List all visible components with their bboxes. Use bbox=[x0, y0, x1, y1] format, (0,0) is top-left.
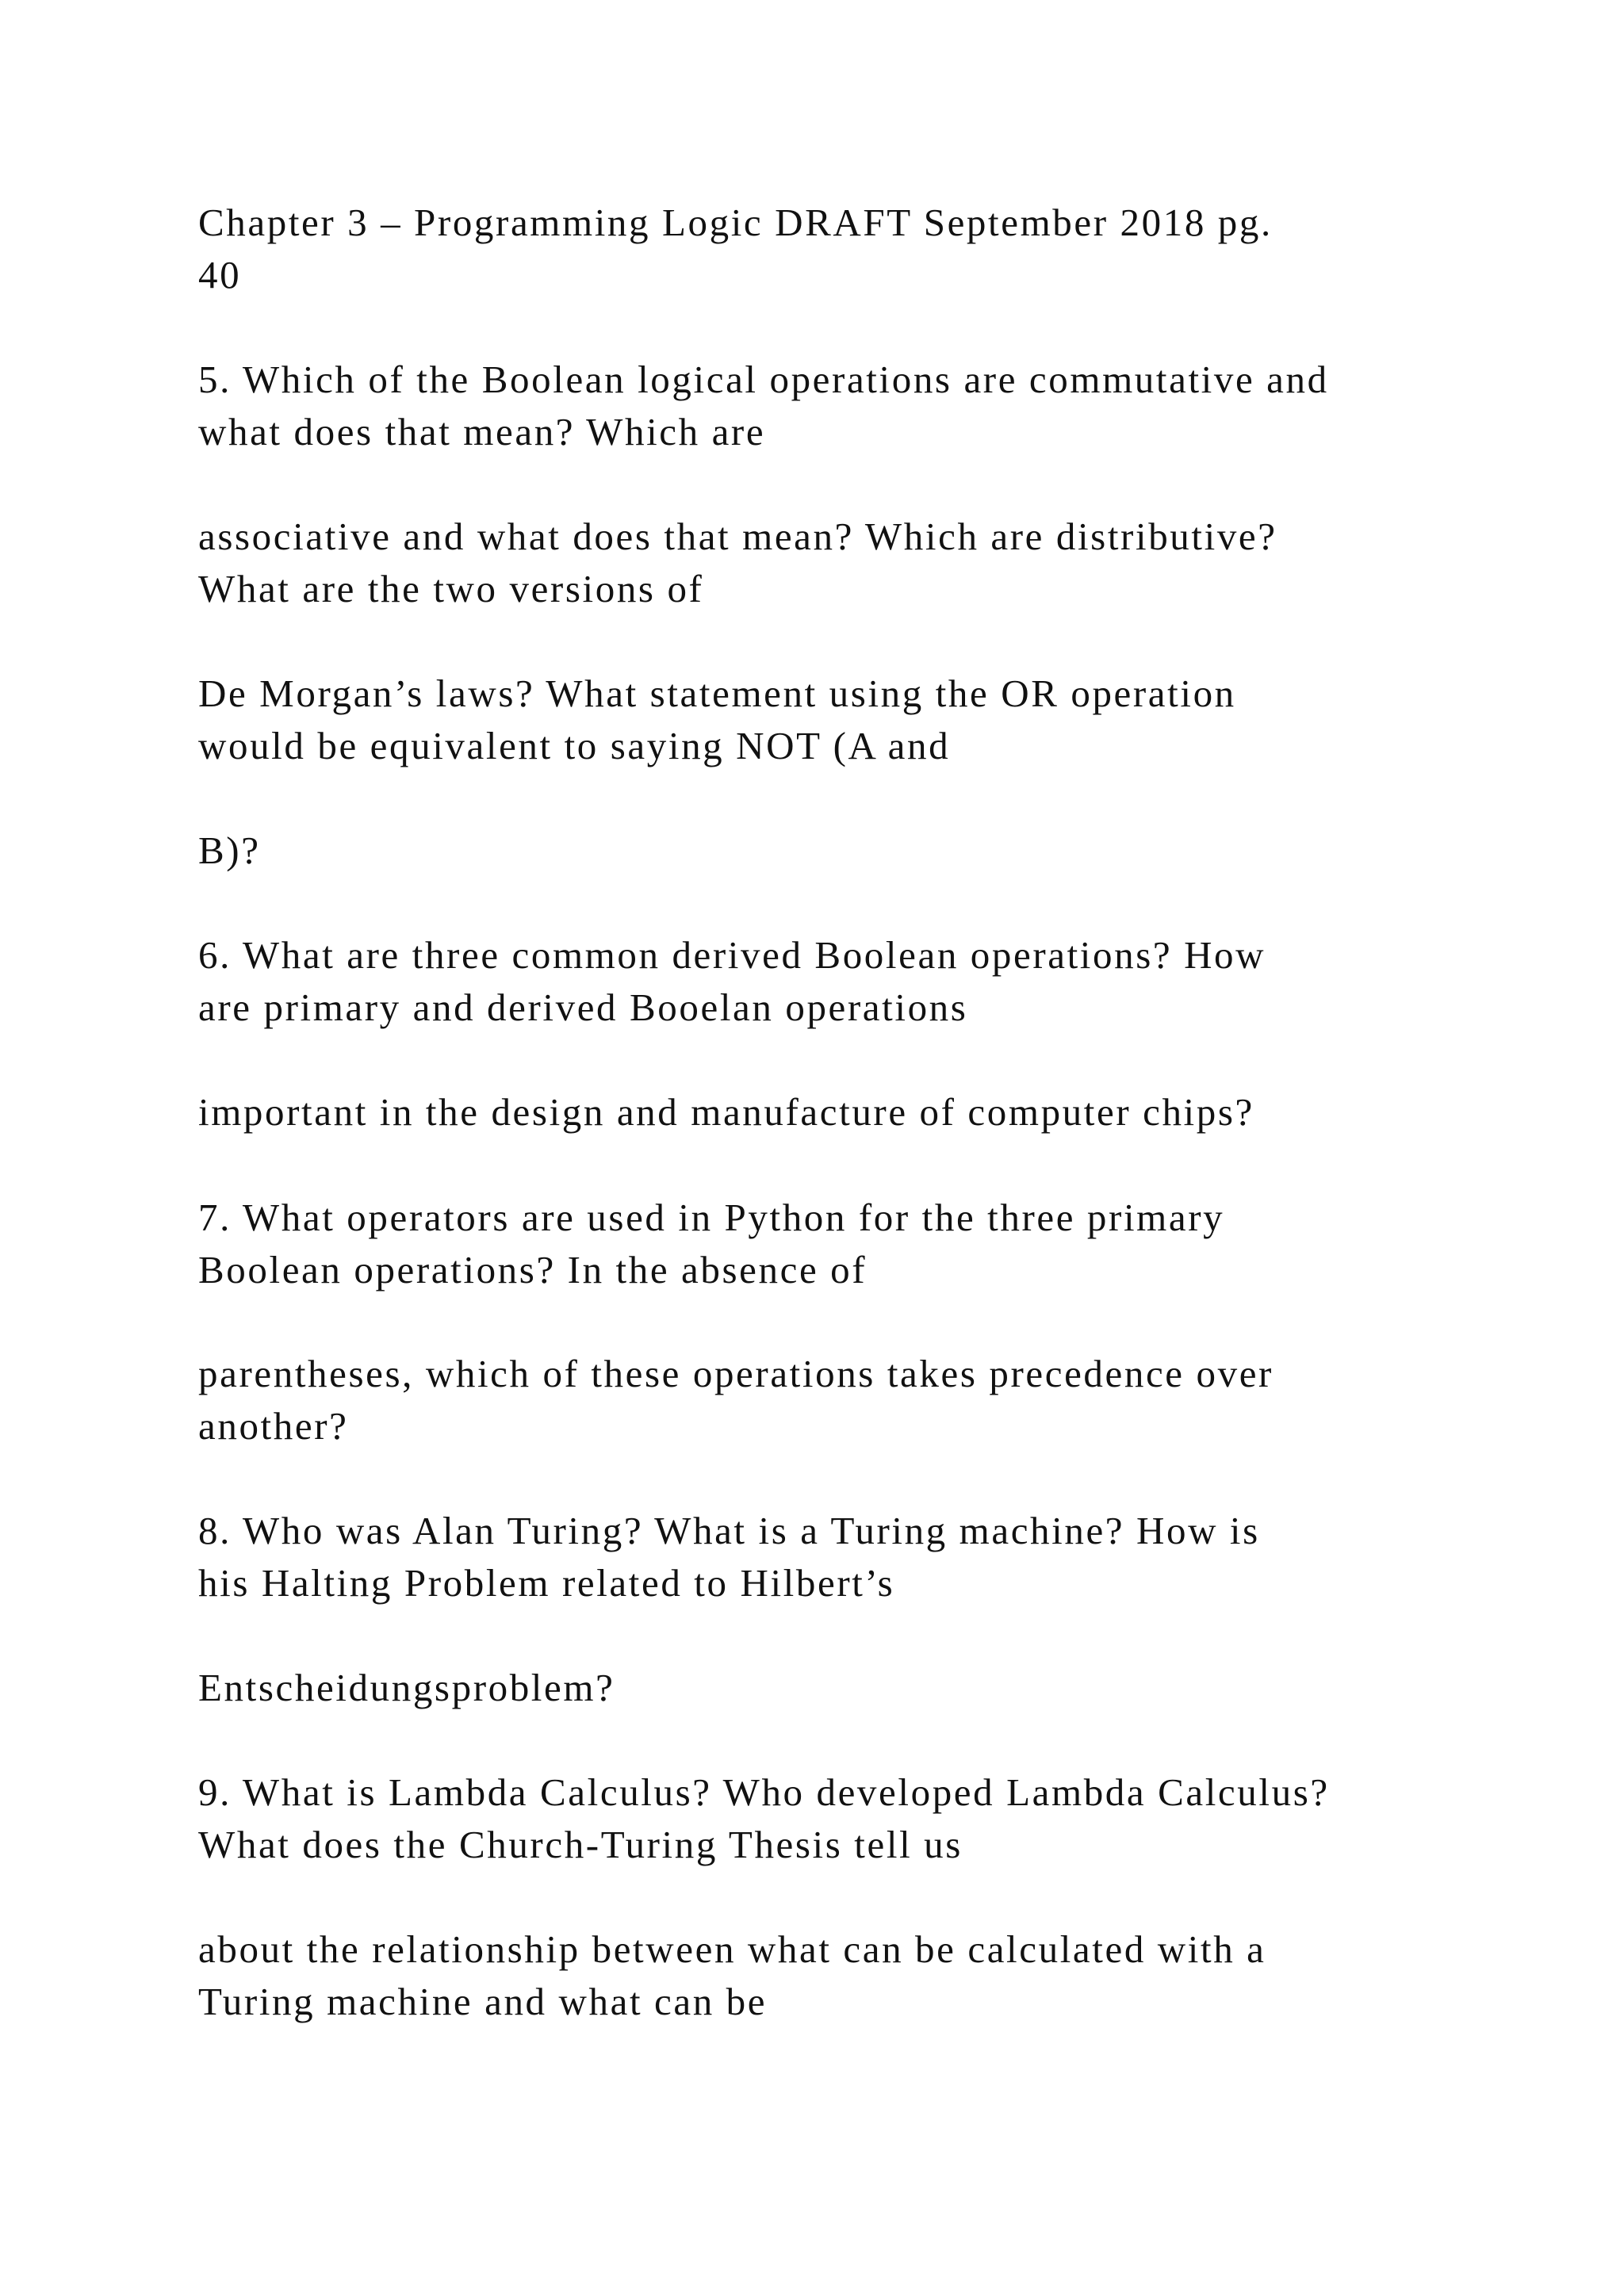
question-6-part-2 bbox=[198, 1086, 1483, 1138]
question-6-part-1 bbox=[198, 929, 1483, 1034]
question-5-part-1 bbox=[198, 354, 1483, 458]
paragraph-line: parentheses, which of these operations takes precedence over bbox=[198, 1352, 1274, 1395]
paragraph-line: his Halting Problem related to Hilbert’s bbox=[198, 1561, 895, 1605]
question-8-part-1 bbox=[198, 1505, 1483, 1609]
question-8-part-2 bbox=[198, 1662, 1483, 1714]
paragraph-line: important in the design and manufacture of computer chips? bbox=[198, 1090, 1254, 1134]
paragraph-line: What does the Church-Turing Thesis tell us bbox=[198, 1823, 963, 1866]
paragraph-line: Entscheidungsproblem? bbox=[198, 1666, 615, 1709]
paragraph-line: are primary and derived Booelan operations bbox=[198, 985, 968, 1029]
paragraph-line: about the relationship between what can be calculated with a bbox=[198, 1927, 1266, 1971]
question-9-part-1 bbox=[198, 1766, 1483, 1871]
paragraph-line: 8. Who was Alan Turing? What is a Turing machine? How is bbox=[198, 1509, 1260, 1552]
page-header bbox=[198, 197, 1483, 301]
paragraph-line: would be equivalent to saying NOT (A and bbox=[198, 724, 951, 767]
paragraph-line: another? bbox=[198, 1404, 349, 1448]
header-line-1: Chapter 3 – Programming Logic DRAFT September 2018 pg. bbox=[198, 201, 1273, 244]
paragraph-line: associative and what does that mean? Which are distributive? bbox=[198, 515, 1277, 558]
paragraph-line: 6. What are three common derived Boolean operations? How bbox=[198, 933, 1266, 977]
paragraph-line: 7. What operators are used in Python for the three primary bbox=[198, 1196, 1225, 1239]
paragraph-line: B)? bbox=[198, 828, 261, 872]
paragraph-line: Turing machine and what can be bbox=[198, 1980, 768, 2023]
paragraph-line: what does that mean? Which are bbox=[198, 410, 766, 453]
paragraph-line: Boolean operations? In the absence of bbox=[198, 1248, 868, 1292]
question-5-part-3 bbox=[198, 668, 1483, 772]
question-9-part-2 bbox=[198, 1923, 1483, 2028]
paragraph-line: 9. What is Lambda Calculus? Who developed Lambda Calculus? bbox=[198, 1770, 1330, 1814]
question-5-part-4 bbox=[198, 825, 1483, 877]
question-7-part-2 bbox=[198, 1348, 1483, 1452]
question-7-part-1 bbox=[198, 1192, 1483, 1296]
header-line-2: 40 bbox=[198, 253, 242, 297]
question-5-part-2 bbox=[198, 511, 1483, 615]
paragraph-line: De Morgan’s laws? What statement using the OR operation bbox=[198, 672, 1236, 715]
paragraph-line: What are the two versions of bbox=[198, 567, 704, 610]
paragraph-line: 5. Which of the Boolean logical operations are commutative and bbox=[198, 358, 1329, 401]
